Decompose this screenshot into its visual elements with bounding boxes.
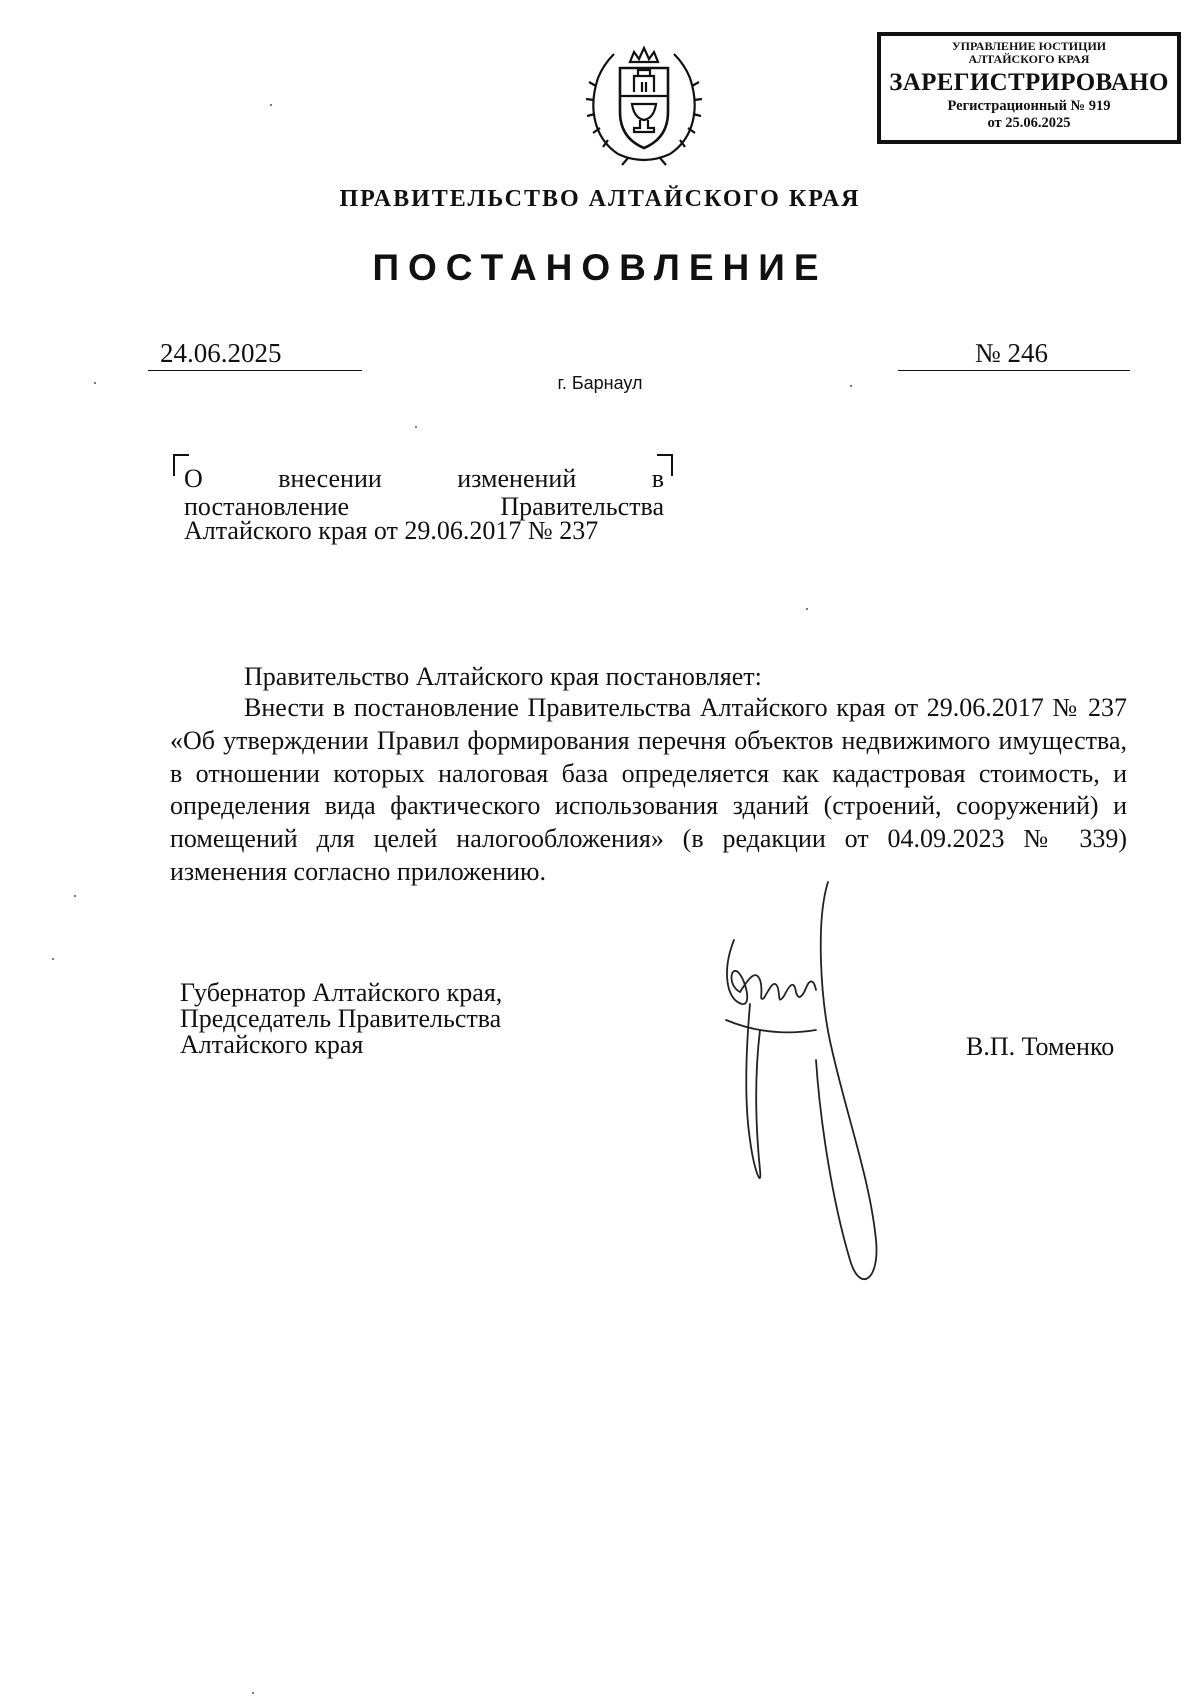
document-city: г. Барнаул: [557, 373, 643, 393]
stamp-status: ЗАРЕГИСТРИРОВАНО: [889, 69, 1169, 96]
stamp-reg-date: от 25.06.2025: [987, 115, 1071, 131]
signer-title-line-3: Алтайского края: [180, 1030, 364, 1059]
subject-line-3: Алтайского края от 29.06.2017 № 237: [184, 516, 599, 545]
document-date: 24.06.2025: [160, 338, 282, 368]
stamp-reg-number: Регистрационный № 919: [947, 98, 1111, 114]
document-number: № 246: [975, 338, 1049, 368]
signer-title: [180, 980, 502, 1058]
scan-speck: [74, 895, 76, 897]
date-underline: [148, 370, 362, 371]
subject-line-2: постановление Правительства: [184, 492, 664, 521]
subject-line-1: О внесении изменений в: [184, 464, 664, 493]
organization-title: ПРАВИТЕЛЬСТВО АЛТАЙСКОГО КРАЯ: [339, 186, 861, 212]
scan-speck: [270, 104, 272, 106]
resolution-paragraph: Внести в постановление Правительства Алтайского края от 29.06.2017 № 237 «Об утверждении Правил формирования перечня объектов недвижимого имущества, в отношении которых налоговая база определяется как кадастровая стоимость, и определения вида фактического использования зданий (строений, сооружений) и помещений для целей налогообложения» (в редакции от 04.09.2023 № 339) изменения согласно приложению.: [170, 693, 1127, 886]
coat-of-arms-icon: [584, 42, 704, 166]
document-type: ПОСТАНОВЛЕНИЕ: [372, 247, 828, 288]
scan-speck: [806, 608, 808, 610]
signer-title-line-2: Председатель Правительства: [180, 1004, 502, 1033]
stamp-authority-line1: УПРАВЛЕНИЕ ЮСТИЦИИ: [951, 39, 1107, 53]
resolution-intro: Правительство Алтайского края постановляет:: [244, 662, 762, 691]
registration-stamp: [877, 32, 1181, 144]
handwritten-signature: [720, 880, 900, 1300]
scan-speck: [415, 426, 417, 428]
scan-speck: [252, 1692, 254, 1694]
scan-speck: [94, 382, 96, 384]
signer-title-line-1: Губернатор Алтайского края,: [180, 978, 503, 1007]
scan-speck: [52, 958, 54, 960]
number-underline: [898, 370, 1130, 371]
stamp-authority-line2: АЛТАЙСКОГО КРАЯ: [968, 52, 1090, 66]
scan-speck: [850, 385, 852, 387]
signer-name: В.П. Томенко: [966, 1032, 1115, 1061]
